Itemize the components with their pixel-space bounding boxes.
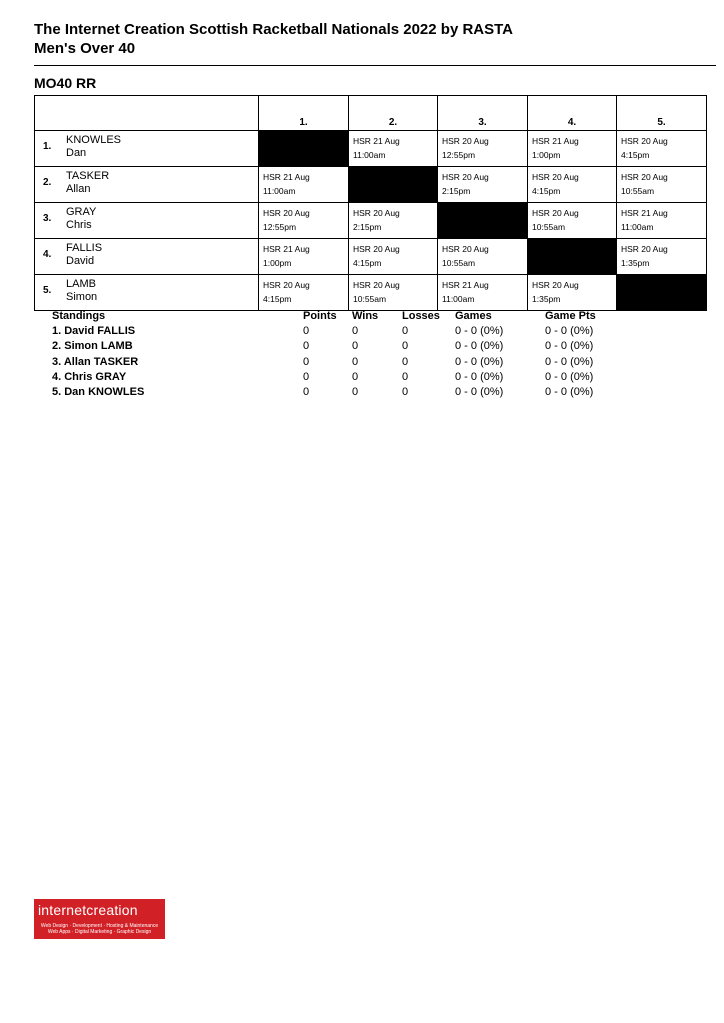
player-row xyxy=(35,275,707,311)
player-cell xyxy=(35,167,259,203)
player-surname: KNOWLES xyxy=(66,134,122,146)
match-time: 4:15pm xyxy=(263,294,292,304)
standings-losses: 0 xyxy=(402,325,409,338)
match-time: 1:35pm xyxy=(532,294,561,304)
standings-name: 4. Chris GRAY xyxy=(52,370,127,383)
match-cell xyxy=(259,239,349,275)
match-time: 11:00am xyxy=(442,294,475,304)
standings-points: 0 xyxy=(303,325,310,338)
standings-losses: 0 xyxy=(402,385,409,398)
match-court-date: HSR 21 Aug xyxy=(532,136,579,146)
match-time: 2:15pm xyxy=(353,222,382,232)
player-name xyxy=(66,278,97,304)
player-first-name: David xyxy=(66,255,95,267)
match-court-date: HSR 20 Aug xyxy=(263,208,310,218)
match-time: 2:15pm xyxy=(442,186,471,196)
match-court-date: HSR 20 Aug xyxy=(353,244,400,254)
match-cell xyxy=(617,239,707,275)
player-first-name: Simon xyxy=(66,291,98,303)
player-row xyxy=(35,203,707,239)
match-cell xyxy=(438,275,528,311)
standings-gamepts: 0 - 0 (0%) xyxy=(545,340,594,353)
match-court-date: HSR 20 Aug xyxy=(353,208,400,218)
losses-header: Losses xyxy=(402,310,440,322)
match-court-date: HSR 21 Aug xyxy=(263,244,310,254)
match-time: 11:00am xyxy=(353,150,386,160)
match-court-date: HSR 20 Aug xyxy=(532,208,579,218)
standings-gamepts: 0 - 0 (0%) xyxy=(545,385,594,398)
player-cell xyxy=(35,239,259,275)
standings-games: 0 - 0 (0%) xyxy=(455,325,504,338)
standings-name: 3. Allan TASKER xyxy=(52,355,139,368)
player-surname: GRAY xyxy=(66,206,97,218)
standings-wins: 0 xyxy=(352,370,359,383)
standings-gamepts: 0 - 0 (0%) xyxy=(545,355,594,368)
title-line-1: The Internet Creation Scottish Racketball Nationals 2022 by RASTA xyxy=(34,21,514,38)
games-header: Games xyxy=(455,310,492,322)
column-header: 3. xyxy=(438,96,528,131)
section-heading: MO40 RR xyxy=(34,75,97,91)
match-court-date: HSR 20 Aug xyxy=(263,280,310,290)
points-header: Points xyxy=(303,310,337,322)
match-cell xyxy=(617,167,707,203)
match-time: 10:55am xyxy=(442,258,476,268)
match-cell xyxy=(438,131,528,167)
standings-name: 5. Dan KNOWLES xyxy=(52,385,145,398)
column-header: 5. xyxy=(617,96,707,131)
match-court-date: HSR 21 Aug xyxy=(353,136,400,146)
standings-games: 0 - 0 (0%) xyxy=(455,385,504,398)
match-cell xyxy=(349,203,438,239)
match-cell xyxy=(259,203,349,239)
player-name xyxy=(66,134,121,160)
standings-losses: 0 xyxy=(402,355,409,368)
standings-wins: 0 xyxy=(352,325,359,338)
player-surname: FALLIS xyxy=(66,242,103,254)
standings-name: 1. David FALLIS xyxy=(52,325,136,338)
match-time: 4:15pm xyxy=(353,258,382,268)
self-match-blank xyxy=(259,131,349,167)
game-pts-header: Game Pts xyxy=(545,310,596,322)
match-cell xyxy=(438,239,528,275)
match-court-date: HSR 20 Aug xyxy=(442,244,489,254)
standings-name: 2. Simon LAMB xyxy=(52,340,133,353)
standings-losses: 0 xyxy=(402,340,409,353)
logo-tagline-2: Web Apps · Digital Marketing · Graphic Design xyxy=(47,929,152,935)
match-time: 12:55pm xyxy=(263,222,297,232)
document-title xyxy=(34,20,513,58)
self-match-blank xyxy=(617,275,707,311)
standings-gamepts: 0 - 0 (0%) xyxy=(545,370,594,383)
standings-points: 0 xyxy=(303,340,310,353)
match-cell xyxy=(528,275,617,311)
standings-losses: 0 xyxy=(402,370,409,383)
grid-corner-cell xyxy=(35,96,259,131)
player-cell xyxy=(35,275,259,311)
match-court-date: HSR 20 Aug xyxy=(442,136,489,146)
standings-games: 0 - 0 (0%) xyxy=(455,340,504,353)
standings-points: 0 xyxy=(303,355,310,368)
player-surname: TASKER xyxy=(66,170,110,182)
player-seed: 1. xyxy=(43,141,52,152)
match-time: 11:00am xyxy=(621,222,654,232)
player-row xyxy=(35,167,707,203)
match-time: 1:00pm xyxy=(263,258,292,268)
match-time: 10:55am xyxy=(532,222,566,232)
player-first-name: Dan xyxy=(66,147,87,159)
match-cell xyxy=(617,203,707,239)
match-cell xyxy=(528,167,617,203)
title-line-2: Men's Over 40 xyxy=(34,40,136,57)
match-court-date: HSR 21 Aug xyxy=(442,280,489,290)
standings-heading: Standings xyxy=(52,310,106,322)
match-cell xyxy=(438,167,528,203)
standings-wins: 0 xyxy=(352,355,359,368)
column-header: 4. xyxy=(528,96,617,131)
player-seed: 2. xyxy=(43,177,52,188)
match-court-date: HSR 20 Aug xyxy=(442,172,489,182)
match-cell xyxy=(259,275,349,311)
standings-wins: 0 xyxy=(352,340,359,353)
player-first-name: Chris xyxy=(66,219,92,231)
match-time: 11:00am xyxy=(263,186,296,196)
match-cell xyxy=(349,275,438,311)
standings-games: 0 - 0 (0%) xyxy=(455,355,504,368)
self-match-blank xyxy=(528,239,617,275)
match-cell xyxy=(528,203,617,239)
match-cell xyxy=(617,131,707,167)
match-time: 10:55am xyxy=(353,294,387,304)
player-first-name: Allan xyxy=(66,183,91,195)
column-header: 1. xyxy=(259,96,349,131)
standings-points: 0 xyxy=(303,370,310,383)
standings-gamepts: 0 - 0 (0%) xyxy=(545,325,594,338)
standings-wins: 0 xyxy=(352,385,359,398)
standings-games: 0 - 0 (0%) xyxy=(455,370,504,383)
player-name xyxy=(66,206,96,232)
logo-tagline-1: Web Design · Development · Hosting & Maintenance xyxy=(40,923,159,929)
logo-wordmark: internetcreation xyxy=(38,902,138,918)
match-time: 1:35pm xyxy=(621,258,650,268)
player-cell xyxy=(35,131,259,167)
match-court-date: HSR 21 Aug xyxy=(621,208,668,218)
match-cell xyxy=(259,167,349,203)
wins-header: Wins xyxy=(352,310,379,322)
match-time: 1:00pm xyxy=(532,150,561,160)
match-court-date: HSR 20 Aug xyxy=(353,280,400,290)
player-surname: LAMB xyxy=(66,278,96,290)
standings-points: 0 xyxy=(303,385,310,398)
match-time: 4:15pm xyxy=(621,150,650,160)
column-header: 2. xyxy=(349,96,438,131)
match-cell xyxy=(528,131,617,167)
round-robin-grid xyxy=(34,95,707,311)
player-name xyxy=(66,242,102,268)
match-time: 4:15pm xyxy=(532,186,561,196)
title-divider xyxy=(34,65,716,66)
player-cell xyxy=(35,203,259,239)
match-time: 12:55pm xyxy=(442,150,476,160)
match-court-date: HSR 20 Aug xyxy=(532,280,579,290)
match-court-date: HSR 20 Aug xyxy=(621,136,668,146)
match-court-date: HSR 21 Aug xyxy=(263,172,310,182)
player-name xyxy=(66,170,109,196)
match-court-date: HSR 20 Aug xyxy=(621,172,668,182)
player-row xyxy=(35,239,707,275)
player-seed: 4. xyxy=(43,249,52,260)
grid-header-row xyxy=(35,96,707,131)
match-court-date: HSR 20 Aug xyxy=(621,244,668,254)
self-match-blank xyxy=(349,167,438,203)
internetcreation-logo xyxy=(34,899,165,939)
player-row xyxy=(35,131,707,167)
player-seed: 3. xyxy=(43,213,52,224)
match-court-date: HSR 20 Aug xyxy=(532,172,579,182)
match-cell xyxy=(349,131,438,167)
match-time: 10:55am xyxy=(621,186,655,196)
match-cell xyxy=(349,239,438,275)
player-seed: 5. xyxy=(43,285,52,296)
self-match-blank xyxy=(438,203,528,239)
